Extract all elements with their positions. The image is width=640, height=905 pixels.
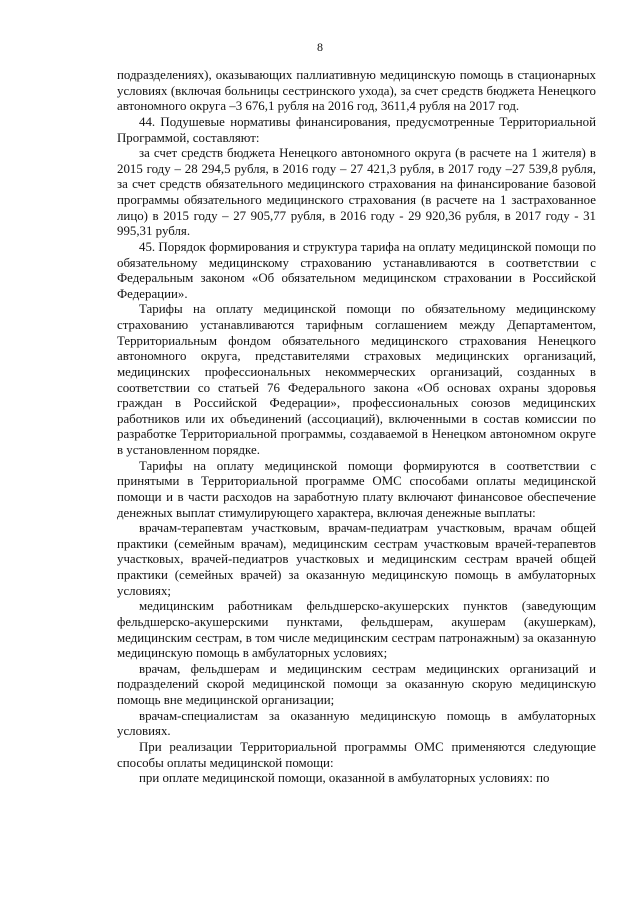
paragraph-item-45: 45. Порядок формирования и структура тарифа на оплату медицинской помощи по обязательному медицинскому страхованию устанавливаются в соответствии с Федеральным законом «Об обязательном медицинском страховании в Российской Федерации». — [117, 239, 596, 301]
paragraph-payment-methods: При реализации Территориальной программы ОМС применяются следующие способы оплаты медицинской помощи: — [117, 739, 596, 770]
paragraph-tariff-formation: Тарифы на оплату медицинской помощи формируются в соответствии с принятыми в Территориальной программе ОМС способами оплаты медицинской помощи и в части расходов на заработную плату включают финансовое обеспечение денежных выплат стимулирующего характера, включая денежные выплаты: — [117, 458, 596, 520]
page-number: 8 — [317, 40, 323, 54]
document-body — [117, 68, 596, 787]
paragraph-item-44: 44. Подушевые нормативы финансирования, предусмотренные Территориальной Программой, составляют: — [117, 114, 596, 145]
paragraph-payments-specialists: врачам-специалистам за оказанную медицинскую помощь в амбулаторных условиях. — [117, 708, 596, 739]
paragraph-payments-feldsher-points: медицинским работникам фельдшерско-акушерских пунктов (заведующим фельдшерско-акушерскими пунктами, фельдшерам, акушерам (акушеркам), медицинским сестрам, в том числе медицинским сестрам патронажным) за оказанную медицинскую помощь в амбулаторных условиях; — [117, 599, 596, 661]
paragraph-continuation: подразделениях), оказывающих паллиативную медицинскую помощь в стационарных условиях (включая больницы сестринского ухода), за счет средств бюджета Ненецкого автономного округа –3 676,1 рубля на 2016 год, 3611,4 рубля на 2017 год. — [117, 68, 596, 114]
paragraph-per-capita-norms: за счет средств бюджета Ненецкого автономного округа (в расчете на 1 жителя) в 2015 году – 28 294,5 рубля, в 2016 году – 27 421,3 рубля, в 2017 году –27 539,8 рубля, за счет средств обязательного медицинского страхования на финансирование базовой программы обязательного медицинского страхования (в расчете на 1 застрахованное лицо) в 2015 году – 27 905,77 рубля, в 2016 году - 29 920,36 рубля, в 2017 году - 31 995,31 рубля. — [117, 146, 596, 239]
paragraph-payments-district-doctors: врачам-терапевтам участковым, врачам-педиатрам участковым, врачам общей практики (семейным врачам), медицинским сестрам участковым врачей-терапевтов участковых, врачей-педиатров участковых и медицинским сестрам врачей общей практики (семейных врачей) за оказанную медицинскую помощь в амбулаторных условиях; — [117, 521, 596, 598]
paragraph-outpatient-payment: при оплате медицинской помощи, оказанной в амбулаторных условиях: по — [139, 771, 550, 786]
paragraph-tariff-agreement: Тарифы на оплату медицинской помощи по обязательному медицинскому страхованию устанавливаются тарифным соглашением между Департаментом, Территориальным фондом обязательного медицинского страхования Ненецкого автономного округа, представителями страховых медицинских организаций, медицинских профессиональных некоммерческих организаций, созданных в соответствии со статьей 76 Федерального закона «Об основах охраны здоровья граждан в Российской Федерации», профессиональных союзов медицинских работников или их объединений (ассоциаций), включенными в состав комиссии по разработке Территориальной программы, создаваемой в Ненецком автономном округе в установленном порядке. — [117, 302, 596, 457]
paragraph-payments-ambulance: врачам, фельдшерам и медицинским сестрам медицинских организаций и подразделений скорой медицинской помощи за оказанную скорую медицинскую помощь вне медицинской организации; — [117, 661, 596, 707]
